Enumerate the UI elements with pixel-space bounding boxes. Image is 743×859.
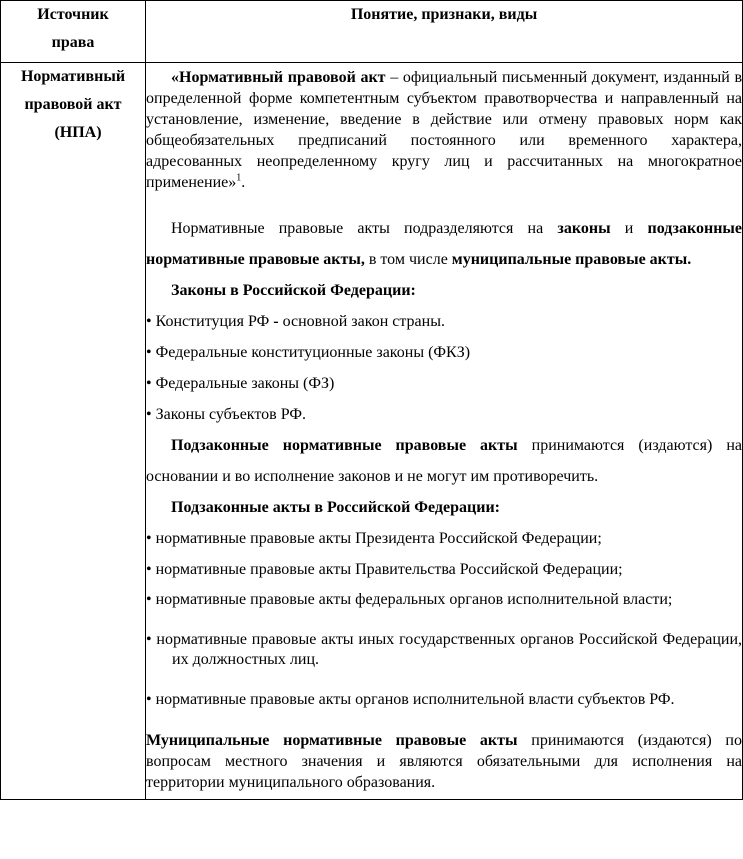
list-item: • нормативные правовые акты органов исполнительной власти субъектов РФ. xyxy=(146,691,675,708)
law-item-dash: - xyxy=(273,313,279,330)
source-line2: правовой акт xyxy=(24,96,122,113)
list-item: • Федеральные конституционные законы (ФКЗ) xyxy=(146,344,471,361)
bylaws-intro xyxy=(146,430,742,492)
laws-heading: Законы в Российской Федерации: xyxy=(171,282,416,299)
municipal-text: принимаются (издаются) по вопросам местного значения и являются обязательными для исполнения на территории муниципального образования. xyxy=(146,732,742,791)
header-row xyxy=(1,1,743,63)
list-item: • нормативные правовые акты федеральных органов исполнительной власти; xyxy=(146,591,673,608)
division-paragraph xyxy=(146,213,742,275)
source-line1: Нормативный xyxy=(20,68,126,85)
division-t1: Нормативные правовые акты подразделяются на xyxy=(171,220,558,237)
header-source xyxy=(1,1,146,63)
division-t3: в том числе xyxy=(364,251,452,268)
division-b1: законы xyxy=(557,220,611,237)
law-item-pre: • Конституция РФ xyxy=(146,313,274,330)
header-concept: Понятие, признаки, виды xyxy=(146,1,743,63)
header-source-line1: Источник xyxy=(37,6,109,23)
bylaws-intro-text: принимаются (издаются) на основании и во исполнение законов и не могут им противоречить. xyxy=(146,437,743,485)
list-item: • нормативные правовые акты Президента Российской Федерации; xyxy=(146,530,602,547)
list-item: • Законы субъектов РФ. xyxy=(146,406,306,423)
source-line3: (НПА) xyxy=(54,124,102,141)
list-item: • нормативные правовые акты иных государственных органов Российской Федерации, их должностных лиц. xyxy=(146,631,742,668)
list-item: • нормативные правовые акты Правительства Российской Федерации; xyxy=(146,561,623,578)
table-row xyxy=(1,63,743,800)
content-cell xyxy=(146,63,743,800)
bylaws-heading: Подзаконные акты в Российской Федерации: xyxy=(171,499,501,516)
bylaws-intro-term: Подзаконные нормативные правовые акты xyxy=(171,437,518,454)
municipal-term: Муниципальные нормативные правовые акты xyxy=(146,732,518,749)
definition-paragraph xyxy=(146,67,742,193)
definition-text: – официальный письменный документ, изданный в определенной форме компетентным субъектом правотворчества и направленный на установление, изменение, введение в действие или отмену правовых норм как общеобязательных предписаний постоянного или временного характера, адресованных неопределенному кругу лиц и рассчитанных на многократное применение» xyxy=(146,69,743,191)
definition-term: «Нормативный правовой акт xyxy=(171,69,386,86)
definition-end: . xyxy=(241,174,246,191)
list-item: • Федеральные законы (ФЗ) xyxy=(146,375,335,392)
division-t2: и xyxy=(610,220,648,237)
footnote-ref[interactable]: 1 xyxy=(236,172,242,184)
law-item-post: основной закон страны. xyxy=(278,313,445,330)
source-cell xyxy=(1,63,146,800)
division-b2: подзаконные нормативные правовые акты, xyxy=(146,220,743,268)
list-item xyxy=(146,306,742,337)
division-b3: муниципальные правовые акты. xyxy=(451,251,692,268)
municipal-paragraph xyxy=(146,730,742,793)
header-source-line2: права xyxy=(51,34,95,51)
